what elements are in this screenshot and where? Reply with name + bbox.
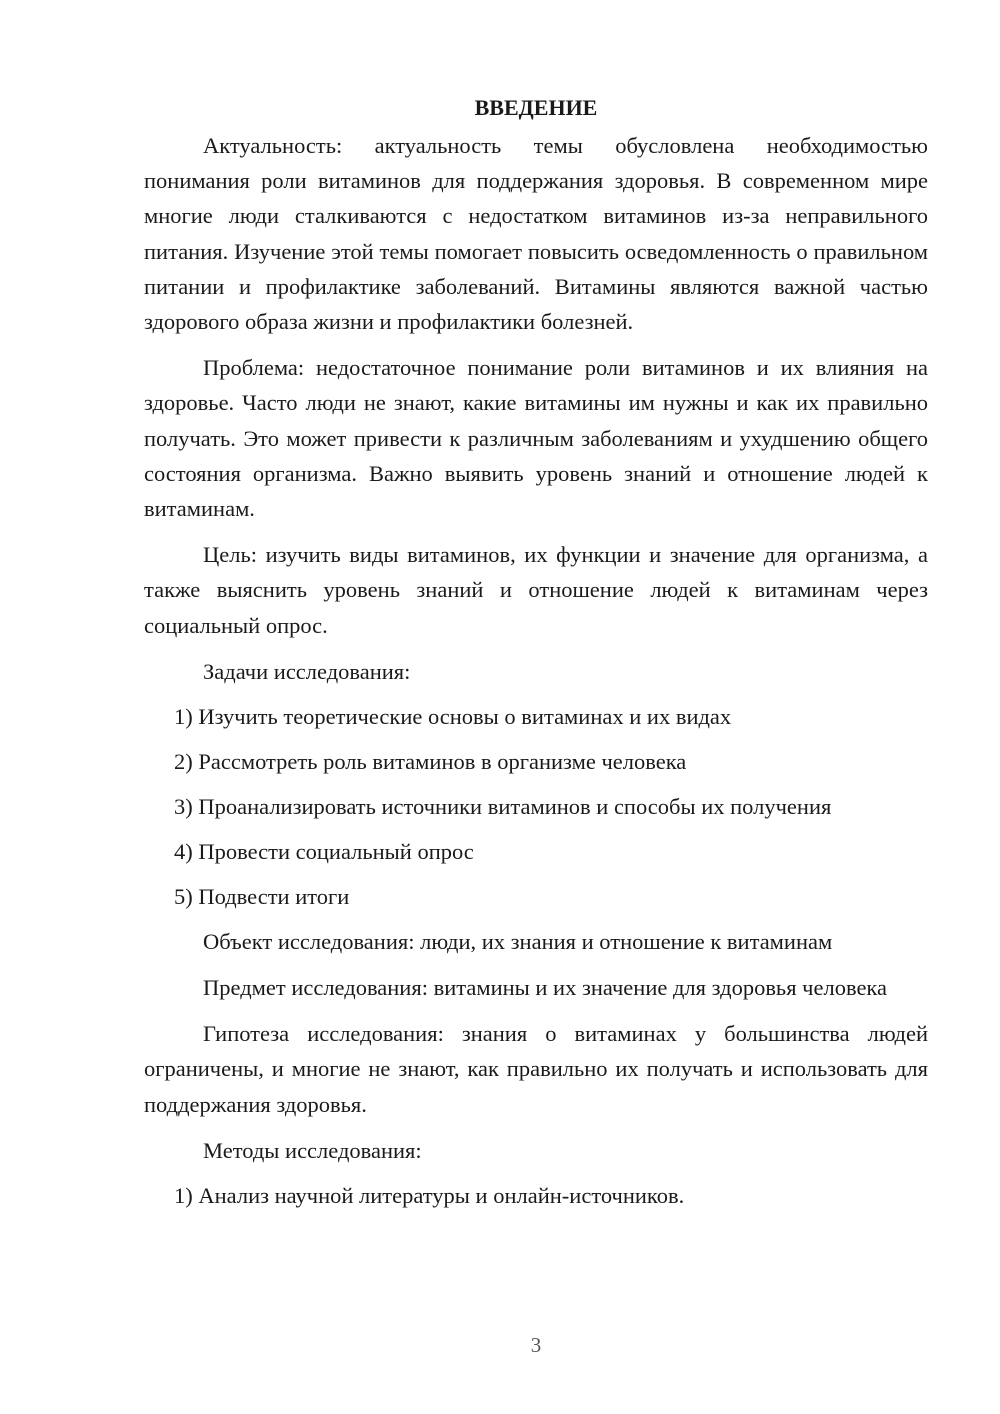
page-number: 3 bbox=[530, 1333, 542, 1357]
tasks-label: Задачи исследования: bbox=[203, 658, 411, 684]
task-item: 4) Провести социальный опрос bbox=[174, 838, 474, 864]
hypothesis-paragraph: Гипотеза исследования: знания о витаминах у большинства людей ограничены, и многие не знают, как правильно их получать и использовать для поддержания здоровья. bbox=[144, 1021, 928, 1117]
task-item: 2) Рассмотреть роль витаминов в организме человека bbox=[174, 748, 687, 774]
task-item: 5) Подвести итоги bbox=[174, 883, 350, 909]
task-item: 1) Изучить теоретические основы о витаминах и их видах bbox=[174, 703, 732, 729]
relevance-paragraph: Актуальность: актуальность темы обусловлена необходимостью понимания роли витаминов для поддержания здоровья. В современном мире многие люди сталкиваются с недостатком витаминов из-за неправильного питания. Изучение этой темы помогает повысить осведомленность о правильном питании и профилактике заболеваний. Витамины являются важной частью здорового образа жизни и профилактики болезней. bbox=[144, 133, 928, 335]
method-item: 1) Анализ научной литературы и онлайн-источников. bbox=[174, 1182, 685, 1208]
object-paragraph: Объект исследования: люди, их знания и отношение к витаминам bbox=[203, 928, 833, 954]
subject-paragraph: Предмет исследования: витамины и их значение для здоровья человека bbox=[203, 975, 888, 1001]
task-item: 3) Проанализировать источники витаминов и способы их получения bbox=[174, 793, 832, 819]
problem-paragraph: Проблема: недостаточное понимание роли витаминов и их влияния на здоровье. Часто люди не знают, какие витамины им нужны и как их правильно получать. Это может привести к различным заболеваниям и ухудшению общего состояния организма. Важно выявить уровень знаний и отношение людей к витаминам. bbox=[144, 355, 928, 522]
page-title: ВВЕДЕНИЕ bbox=[474, 95, 598, 120]
document-page bbox=[144, 88, 928, 1223]
methods-label: Методы исследования: bbox=[203, 1137, 422, 1163]
goal-paragraph: Цель: изучить виды витаминов, их функции и значение для организма, а также выяснить уровень знаний и отношение людей к витаминам через социальный опрос. bbox=[144, 542, 928, 638]
